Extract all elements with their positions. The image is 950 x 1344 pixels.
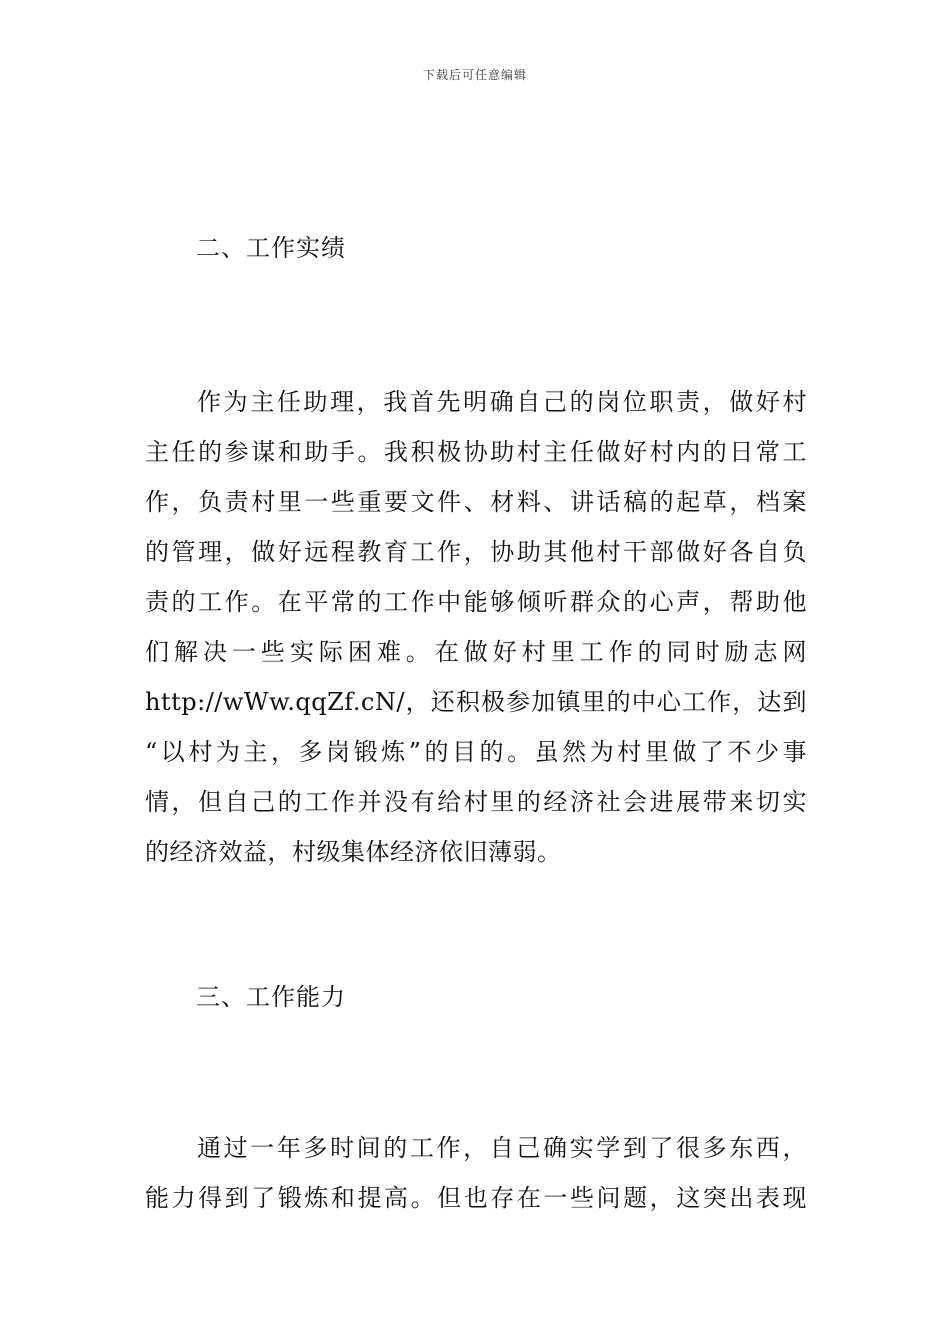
paragraph-line: 主任的参谋和助手。我积极协助村主任做好村内的日常工 xyxy=(145,438,807,466)
page-header-note: 下载后可任意编辑 xyxy=(422,68,527,82)
section-heading-work-achievements: 二、工作实绩 xyxy=(196,234,346,262)
paragraph-line: 作为主任助理，我首先明确自己的岗位职责，做好村 xyxy=(197,388,807,416)
work-achievements-paragraph xyxy=(145,377,807,877)
paragraph-line: “以村为主，多岗锻炼”的目的。虽然为村里做了不少事 xyxy=(145,738,807,766)
paragraph-line: 的管理，做好远程教育工作，协助其他村干部做好各自负 xyxy=(145,538,807,566)
section-heading-work-ability: 三、工作能力 xyxy=(196,983,346,1011)
paragraph-line: 情，但自己的工作并没有给村里的经济社会进展带来切实 xyxy=(145,788,807,816)
paragraph-line: 通过一年多时间的工作，自己确实学到了很多东西， xyxy=(197,1134,807,1162)
paragraph-line-url: http://wWw.qqZf.cN/，还积极参加镇里的中心工作，达到 xyxy=(145,688,807,716)
paragraph-line: 们解决一些实际困难。在做好村里工作的同时励志网 xyxy=(145,638,807,666)
paragraph-line: 作，负责村里一些重要文件、材料、讲话稿的起草，档案 xyxy=(145,488,807,516)
paragraph-line: 能力得到了锻炼和提高。但也存在一些问题，这突出表现 xyxy=(145,1184,807,1212)
paragraph-line: 责的工作。在平常的工作中能够倾听群众的心声，帮助他 xyxy=(145,588,807,616)
work-ability-paragraph xyxy=(145,1123,807,1223)
paragraph-line: 的经济效益，村级集体经济依旧薄弱。 xyxy=(145,838,562,866)
